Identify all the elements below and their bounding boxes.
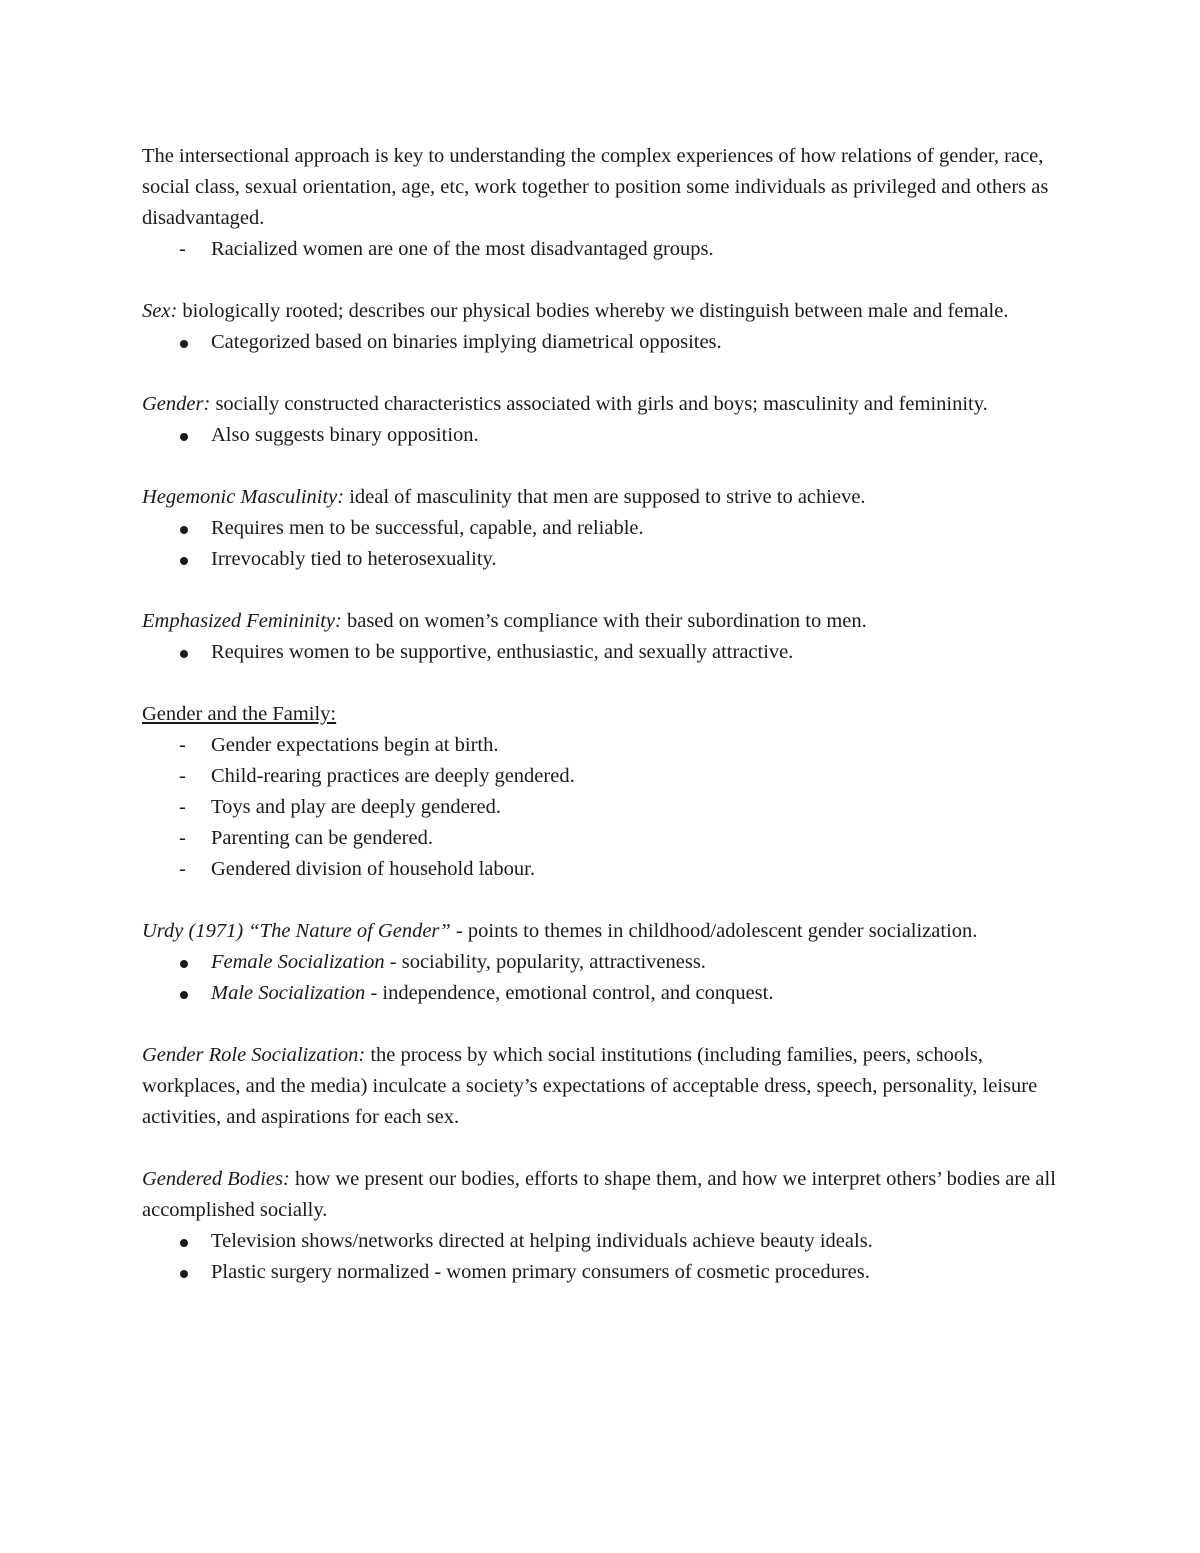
list-item-text: Racialized women are one of the most disadvantaged groups.: [211, 238, 714, 260]
list-item: [142, 730, 1062, 761]
list-item: [142, 637, 1062, 668]
sex-list: [142, 327, 1062, 358]
list-item: [142, 1257, 1062, 1288]
list-item: [142, 234, 1062, 265]
term-label: Sex:: [142, 300, 178, 322]
list-item: [142, 823, 1062, 854]
term-label: Hegemonic Masculinity:: [142, 486, 345, 508]
list-item: [142, 792, 1062, 823]
list-item-text: Parenting can be gendered.: [211, 827, 433, 849]
family-section: [142, 699, 1062, 730]
list-item: [142, 544, 1062, 575]
term-label: Gender:: [142, 393, 211, 415]
list-item: [142, 761, 1062, 792]
list-item-text: Categorized based on binaries implying diametrical opposites.: [211, 331, 722, 353]
list-item-term: Female Socialization: [211, 951, 385, 973]
udry-paragraph: [142, 916, 1062, 947]
list-item-text: - independence, emotional control, and conquest.: [365, 982, 774, 1004]
intro-paragraph: The intersectional approach is key to understanding the complex experiences of how relations of gender, race, social class, sexual orientation, age, etc, work together to position some individuals as privileged and others as disadvantaged.: [142, 145, 1049, 229]
family-list: [142, 730, 1062, 885]
list-item-text: Gender expectations begin at birth.: [211, 734, 499, 756]
list-item: [142, 978, 1062, 1009]
list-item-text: Gendered division of household labour.: [211, 858, 535, 880]
list-item-text: Toys and play are deeply gendered.: [211, 796, 502, 818]
hegemonic-masculinity-definition: [142, 482, 1062, 513]
definition-text: biologically rooted; describes our physical bodies whereby we distinguish between male and female.: [177, 300, 1009, 322]
term-label: Gender Role Socialization:: [142, 1044, 366, 1066]
sex-definition: [142, 296, 1062, 327]
list-item: [142, 327, 1062, 358]
gender-definition: [142, 389, 1062, 420]
list-item-text: Child-rearing practices are deeply gendered.: [211, 765, 575, 787]
list-item-text: Plastic surgery normalized - women primary consumers of cosmetic procedures.: [211, 1261, 870, 1283]
gender-list: [142, 420, 1062, 451]
list-item-text: Television shows/networks directed at helping individuals achieve beauty ideals.: [211, 1230, 873, 1252]
hegemonic-list: [142, 513, 1062, 575]
emphasized-femininity-definition: [142, 606, 1062, 637]
section-heading: Gender and the Family:: [142, 703, 337, 725]
list-item-text: Requires men to be successful, capable, and reliable.: [211, 517, 644, 539]
list-item-text: Also suggests binary opposition.: [211, 424, 479, 446]
definition-text: socially constructed characteristics associated with girls and boys; masculinity and femininity.: [210, 393, 988, 415]
udry-list: [142, 947, 1062, 1009]
term-label: Emphasized Femininity:: [142, 610, 342, 632]
list-item-text: Irrevocably tied to heterosexuality.: [211, 548, 497, 570]
list-item-text: - sociability, popularity, attractiveness.: [384, 951, 706, 973]
list-item: [142, 420, 1062, 451]
definition-text: ideal of masculinity that men are supposed to strive to achieve.: [344, 486, 866, 508]
term-label: Gendered Bodies:: [142, 1168, 290, 1190]
list-item-term: Male Socialization: [211, 982, 366, 1004]
definition-text: based on women’s compliance with their subordination to men.: [341, 610, 867, 632]
list-item: [142, 1226, 1062, 1257]
definition-text: - points to themes in childhood/adolescent gender socialization.: [450, 920, 978, 942]
gender-role-socialization-definition: [142, 1040, 1062, 1133]
list-item: [142, 513, 1062, 544]
intro-list: [142, 234, 1062, 265]
list-item-text: Requires women to be supportive, enthusiastic, and sexually attractive.: [211, 641, 794, 663]
list-item: [142, 947, 1062, 978]
document-page: [142, 141, 1062, 1288]
list-item: [142, 854, 1062, 885]
definition-text: the process by which social institutions (including families, peers, schools, workplaces, and the media) inculcate a society’s expectations of acceptable dress, speech, personality, leisure activities, and aspirations for each sex.: [142, 1044, 1038, 1128]
emphasized-list: [142, 637, 1062, 668]
citation-label: Urdy (1971) “The Nature of Gender”: [142, 920, 451, 942]
bodies-list: [142, 1226, 1062, 1288]
gendered-bodies-definition: [142, 1164, 1062, 1226]
definition-text: how we present our bodies, efforts to shape them, and how we interpret others’ bodies are all accomplished socially.: [142, 1168, 1056, 1221]
